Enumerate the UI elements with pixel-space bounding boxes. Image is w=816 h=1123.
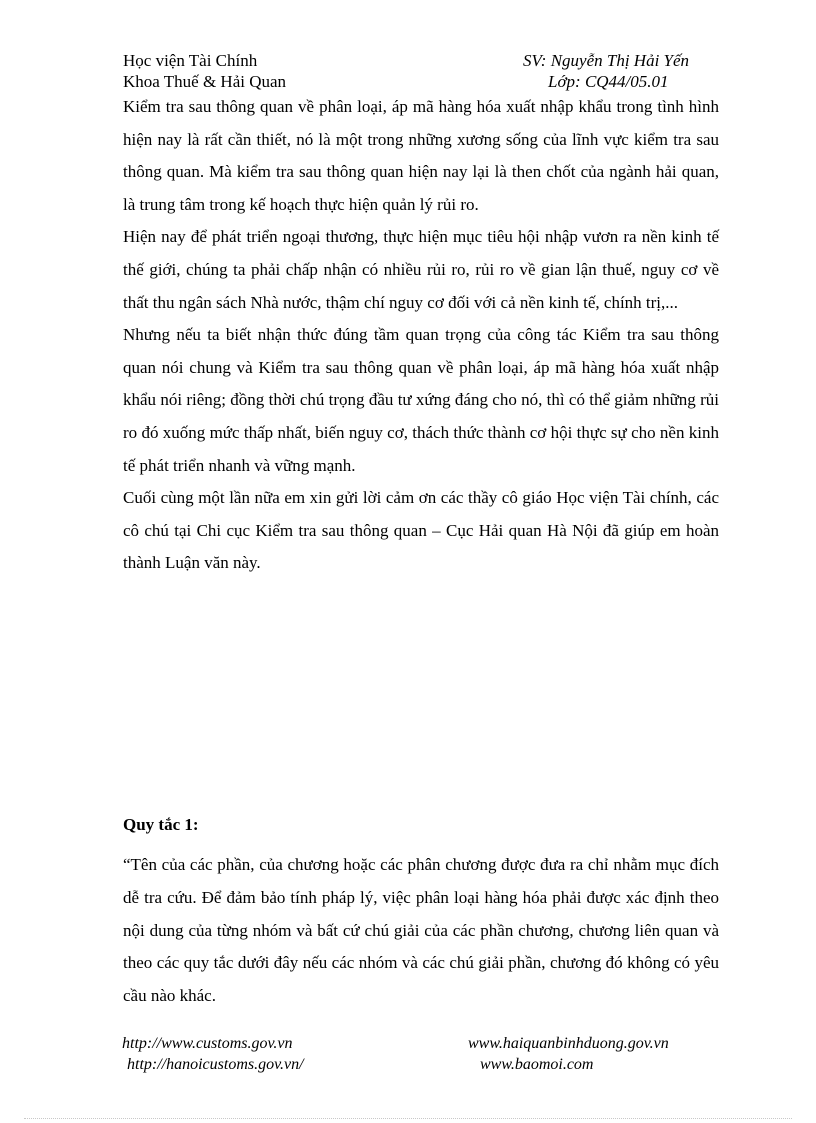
rule-title: Quy tắc 1: <box>123 815 199 834</box>
paragraph-1: Kiểm tra sau thông quan về phân loại, áp mã hàng hóa xuất nhập khẩu trong tình hình hiện nay là rất cần thiết, nó là một trong những xương sống của lĩnh vực kiểm tra sau thông quan. Mà kiểm tra sau thông quan hiện nay lại là then chốt của ngành hải quan, là trung tâm trong kế hoạch thực hiện quản lý rủi ro. <box>123 97 719 214</box>
footer-link-baomoi[interactable]: www.baomoi.com <box>480 1056 594 1073</box>
paragraph-2: Hiện nay để phát triển ngoại thương, thực hiện mục tiêu hội nhập vươn ra nền kinh tế thế giới, chúng ta phải chấp nhận có nhiều rủi ro, rủi ro về gian lận thuế, nguy cơ về thất thu ngân sách Nhà nước, thậm chí nguy cơ đối với cả nền kinh tế, chính trị,... <box>123 227 719 312</box>
paragraph-3: Nhưng nếu ta biết nhận thức đúng tầm quan trọng của công tác Kiểm tra sau thông quan nói chung và Kiểm tra sau thông quan về phân loại, áp mã hàng hóa xuất nhập khẩu nói riêng; đồng thời chú trọng đầu tư xứng đáng cho nó, thì có thể giảm những rủi ro đó xuống mức thấp nhất, biến nguy cơ, thách thức thành cơ hội thực sự cho nền kinh tế phát triển nhanh và vững mạnh. <box>123 325 719 475</box>
body-text <box>123 91 719 580</box>
header-institution: Học viện Tài Chính <box>123 51 258 70</box>
header-student-name: SV: Nguyễn Thị Hải Yến <box>523 51 690 70</box>
header-faculty: Khoa Thuế & Hải Quan <box>123 72 287 91</box>
paragraph-4: Cuối cùng một lần nữa em xin gửi lời cảm ơn các thầy cô giáo Học viện Tài chính, các cô chú tại Chi cục Kiểm tra sau thông quan – Cục Hải quan Hà Nội đã giúp em hoàn thành Luận văn này. <box>123 488 719 573</box>
page-bottom-divider <box>24 1118 792 1119</box>
footer-link-customs[interactable]: http://www.customs.gov.vn <box>122 1035 293 1052</box>
footer-link-hanoicustoms[interactable]: http://hanoicustoms.gov.vn/ <box>127 1056 304 1073</box>
header-class: Lớp: CQ44/05.01 <box>548 72 669 91</box>
rule-text: “Tên của các phần, của chương hoặc các phân chương được đưa ra chỉ nhằm mục đích dễ tra cứu. Để đảm bảo tính pháp lý, việc phân loại hàng hóa phải được xác định theo nội dung của từng nhóm và bất cứ chú giải của các phần chương, chương liên quan và theo các quy tắc dưới đây nếu các nhóm và các chú giải phần, chương đó không có yêu cầu nào khác. <box>123 855 719 1006</box>
footer-link-haiquanbinhduong[interactable]: www.haiquanbinhduong.gov.vn <box>468 1035 669 1052</box>
